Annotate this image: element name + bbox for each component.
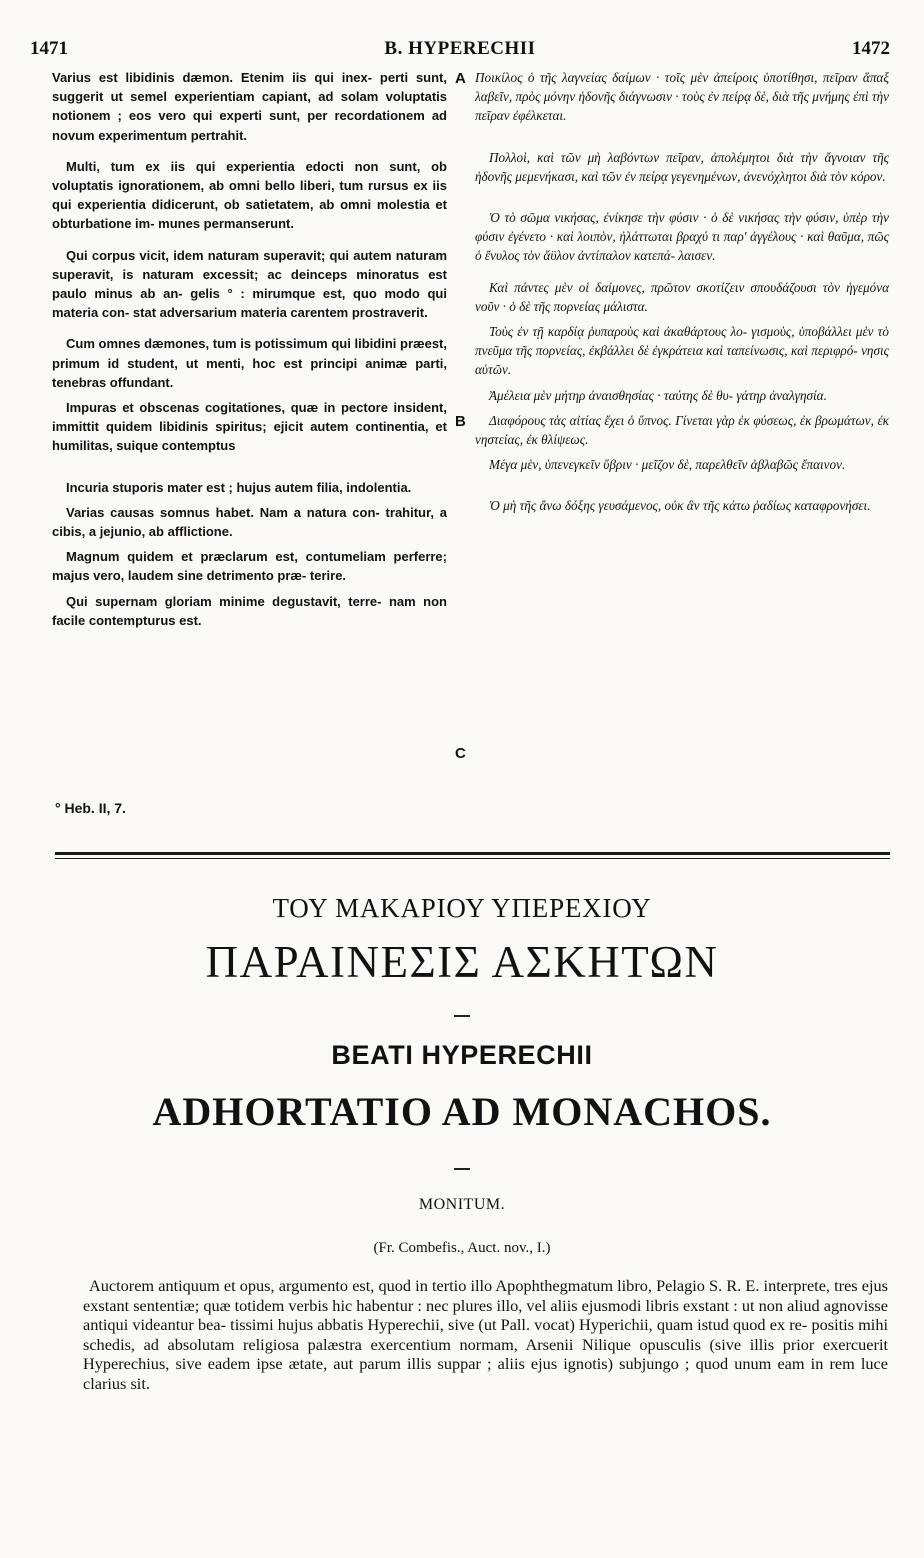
greek-title-line2: ΠΑΡΑΙΝΕΣΙΣ ΑΣΚΗΤΩΝ xyxy=(205,937,719,987)
latin-paragraph: Varias causas somnus habet. Nam a natura con- trahitur, a cibis, a jejunio, ab afflictione. xyxy=(52,504,447,540)
greek-paragraph: Ποικίλος ὁ τῆς λαγνείας δαίμων · τοῖς μὲν ἀπείροις ὑποτίθησι, πεῖραν ἅπαξ λαβεῖν, πρὸς μόνην ἡδονῆς διάγνωσιν · τοὺς ἐν πείρᾳ δὲ, διὰ τῆς μνήμης ἐπὶ τὴν πεῖραν ἐφέλκεται. xyxy=(475,70,889,124)
latin-paragraph: Varius est libidinis dæmon. Etenim iis qui inex- perti sunt, suggerit ut semel experientiam capiant, ad solam voluptatis notionem ; eos vero qui experti sunt, per recordationem ad novum experimentum pertrahit. xyxy=(52,70,447,143)
monitum-heading: MONITUM. xyxy=(418,1196,506,1213)
greek-paragraph: Διαφόρους τὰς αἰτίας ἔχει ὁ ὕπνος. Γίνεται γὰρ ἐκ φύσεως, ἐκ βρωμάτων, ἐκ νηστείας, ἐκ θλίψεως. xyxy=(475,412,889,448)
latin-title-line1: BEATI HYPERECHII xyxy=(331,1040,593,1070)
latin-paragraph: Incuria stuporis mater est ; hujus autem filia, indolentia. xyxy=(66,479,412,495)
page-number-right: 1472 xyxy=(852,38,890,59)
latin-paragraph: Qui supernam gloriam minime degustavit, terre- nam non facile contempturus est. xyxy=(52,593,447,628)
latin-paragraph: Cum omnes dæmones, tum is potissimum qui libidini præest, primum id student, ut menti, hoc est principi animæ parti, tenebras offundant. xyxy=(52,336,447,390)
monitum-text: Auctorem antiquum et opus, argumento est, quod in tertio illo Apophthegmatum libro, Pelagio S. R. E. interprete, tres ejus exstant sententiæ; quæ totidem verbis hic habentur : nec plures illo, vel aliis ejusmodi libris exstant : ut non aliud agnovisse antiqui videantur bea- tissimi hujus abbatis Hyperechii, sive (ut Pall. vocat) Hyperichii, quam istud quod ex re- positis mihi schedis, ad absolutam religiosa palæstra exercentium normam, Arsenii Nilique opusculis (sive illis prior exercuerit Hyperechius, sive eadem ipse ætate, aut parum illis suppar ; aliis ejus ignotis) subjungo ; quod unum eam in rem luce clarius sit. xyxy=(83,1276,888,1393)
divider-rule xyxy=(55,852,890,855)
title-dash xyxy=(454,1015,470,1017)
title-dash xyxy=(454,1168,470,1170)
page-header xyxy=(30,38,890,66)
greek-paragraph: Καὶ πάντες μὲν οἱ δαίμονες, πρῶτον σκοτίζειν σπουδάζουσι τὸν ἡγεμόνα νοῦν · ὁ δὲ τῆς πορνείας μάλιστα. xyxy=(475,279,889,314)
latin-paragraph: Magnum quidem et præclarum est, contumeliam perferre; majus vero, laudem sine detrimento præ- terire. xyxy=(52,549,447,584)
source-citation: (Fr. Combefis., Auct. nov., I.) xyxy=(373,1240,551,1256)
running-title: B. HYPERECHII xyxy=(384,38,536,59)
page-number-left: 1471 xyxy=(30,38,68,59)
greek-title-line1: ΤΟΥ ΜΑΚΑΡΙΟΥ ΥΠΕΡΕΧΙΟΥ xyxy=(272,893,652,923)
margin-letter-a: A xyxy=(455,70,466,87)
margin-letter-b: B xyxy=(455,413,466,430)
margin-letter-c: C xyxy=(455,745,466,762)
greek-paragraph: Ὁ τὸ σῶμα νικήσας, ἐνίκησε τὴν φύσιν · ὁ δὲ νικήσας τὴν φύσιν, ὑπὲρ τὴν φύσιν ἐγένετο · καὶ λοιπὸν, ἠλάττωται βραχύ τι παρ' ἀγγέλους · καὶ θαῦμα, πῶς ὁ ἔνυλος τὸν ἄϋλον ἀντίπαλον κατεπά- λαισεν. xyxy=(475,210,889,264)
greek-column xyxy=(475,68,889,528)
footnote: ° Heb. II, 7. xyxy=(55,800,126,816)
latin-paragraph: Impuras et obscenas cogitationes, quæ in pectore insident, immittit quidem libidinis spiritus; ejicit autem continentia, et humilitas, suique contemptus xyxy=(52,400,447,454)
divider-rule-thin xyxy=(55,858,890,859)
greek-paragraph: Ὁ μὴ τῆς ἄνω δόξης γευσάμενος, οὐκ ἂν τῆς κάτω ῥαδίως καταφρονήσει. xyxy=(489,498,871,514)
latin-title-line2: ADHORTATIO AD MONACHOS. xyxy=(152,1089,772,1134)
latin-paragraph: Qui corpus vicit, idem naturam superavit; qui autem naturam superavit, is naturam excessit; ac deinceps minoratus est paulo minus ab an- gelis ° : mirumque est, quo modo qui materia con- stat adversarium materia carentem prostraverit. xyxy=(52,247,447,321)
latin-paragraph: Multi, tum ex iis qui experientia edocti non sunt, ob voluptatis ignorationem, ab omni bello liberi, tum rursus ex iis qui experientia didicerunt, ob satietatem, ab omni molestia et obturbatione im- munes permanserunt. xyxy=(52,158,447,232)
greek-paragraph: Τοὺς ἐν τῇ καρδίᾳ ῥυπαροὺς καὶ ἀκαθάρτους λο- γισμοὺς, ὑποβάλλει μὲν τὸ πνεῦμα τῆς πορνείας, ἐκβάλλει δὲ ἐγκράτεια καὶ ταπείνωσις, καὶ περιφρό- νησις αὐτῶν. xyxy=(475,324,889,378)
greek-paragraph: Μέγα μὲν, ὑπενεγκεῖν ὕβριν · μεῖζον δὲ, παρελθεῖν ἀβλαβῶς ἔπαινον. xyxy=(489,457,846,473)
greek-paragraph: Ἀμέλεια μὲν μήτηρ ἀναισθησίας · ταύτης δὲ θυ- γάτηρ ἀναλγησία. xyxy=(489,387,827,403)
latin-column xyxy=(52,68,447,642)
greek-paragraph: Πολλοὶ, καὶ τῶν μὴ λαβόντων πεῖραν, ἀπολέμητοι διὰ τὴν ἄγνοιαν τῆς ἡδονῆς μεμενήκασι, καὶ τῶν ἐν πείρᾳ γεγενημένων, ἀνενόχλητοι διὰ τὸν κόρον. xyxy=(475,149,889,184)
